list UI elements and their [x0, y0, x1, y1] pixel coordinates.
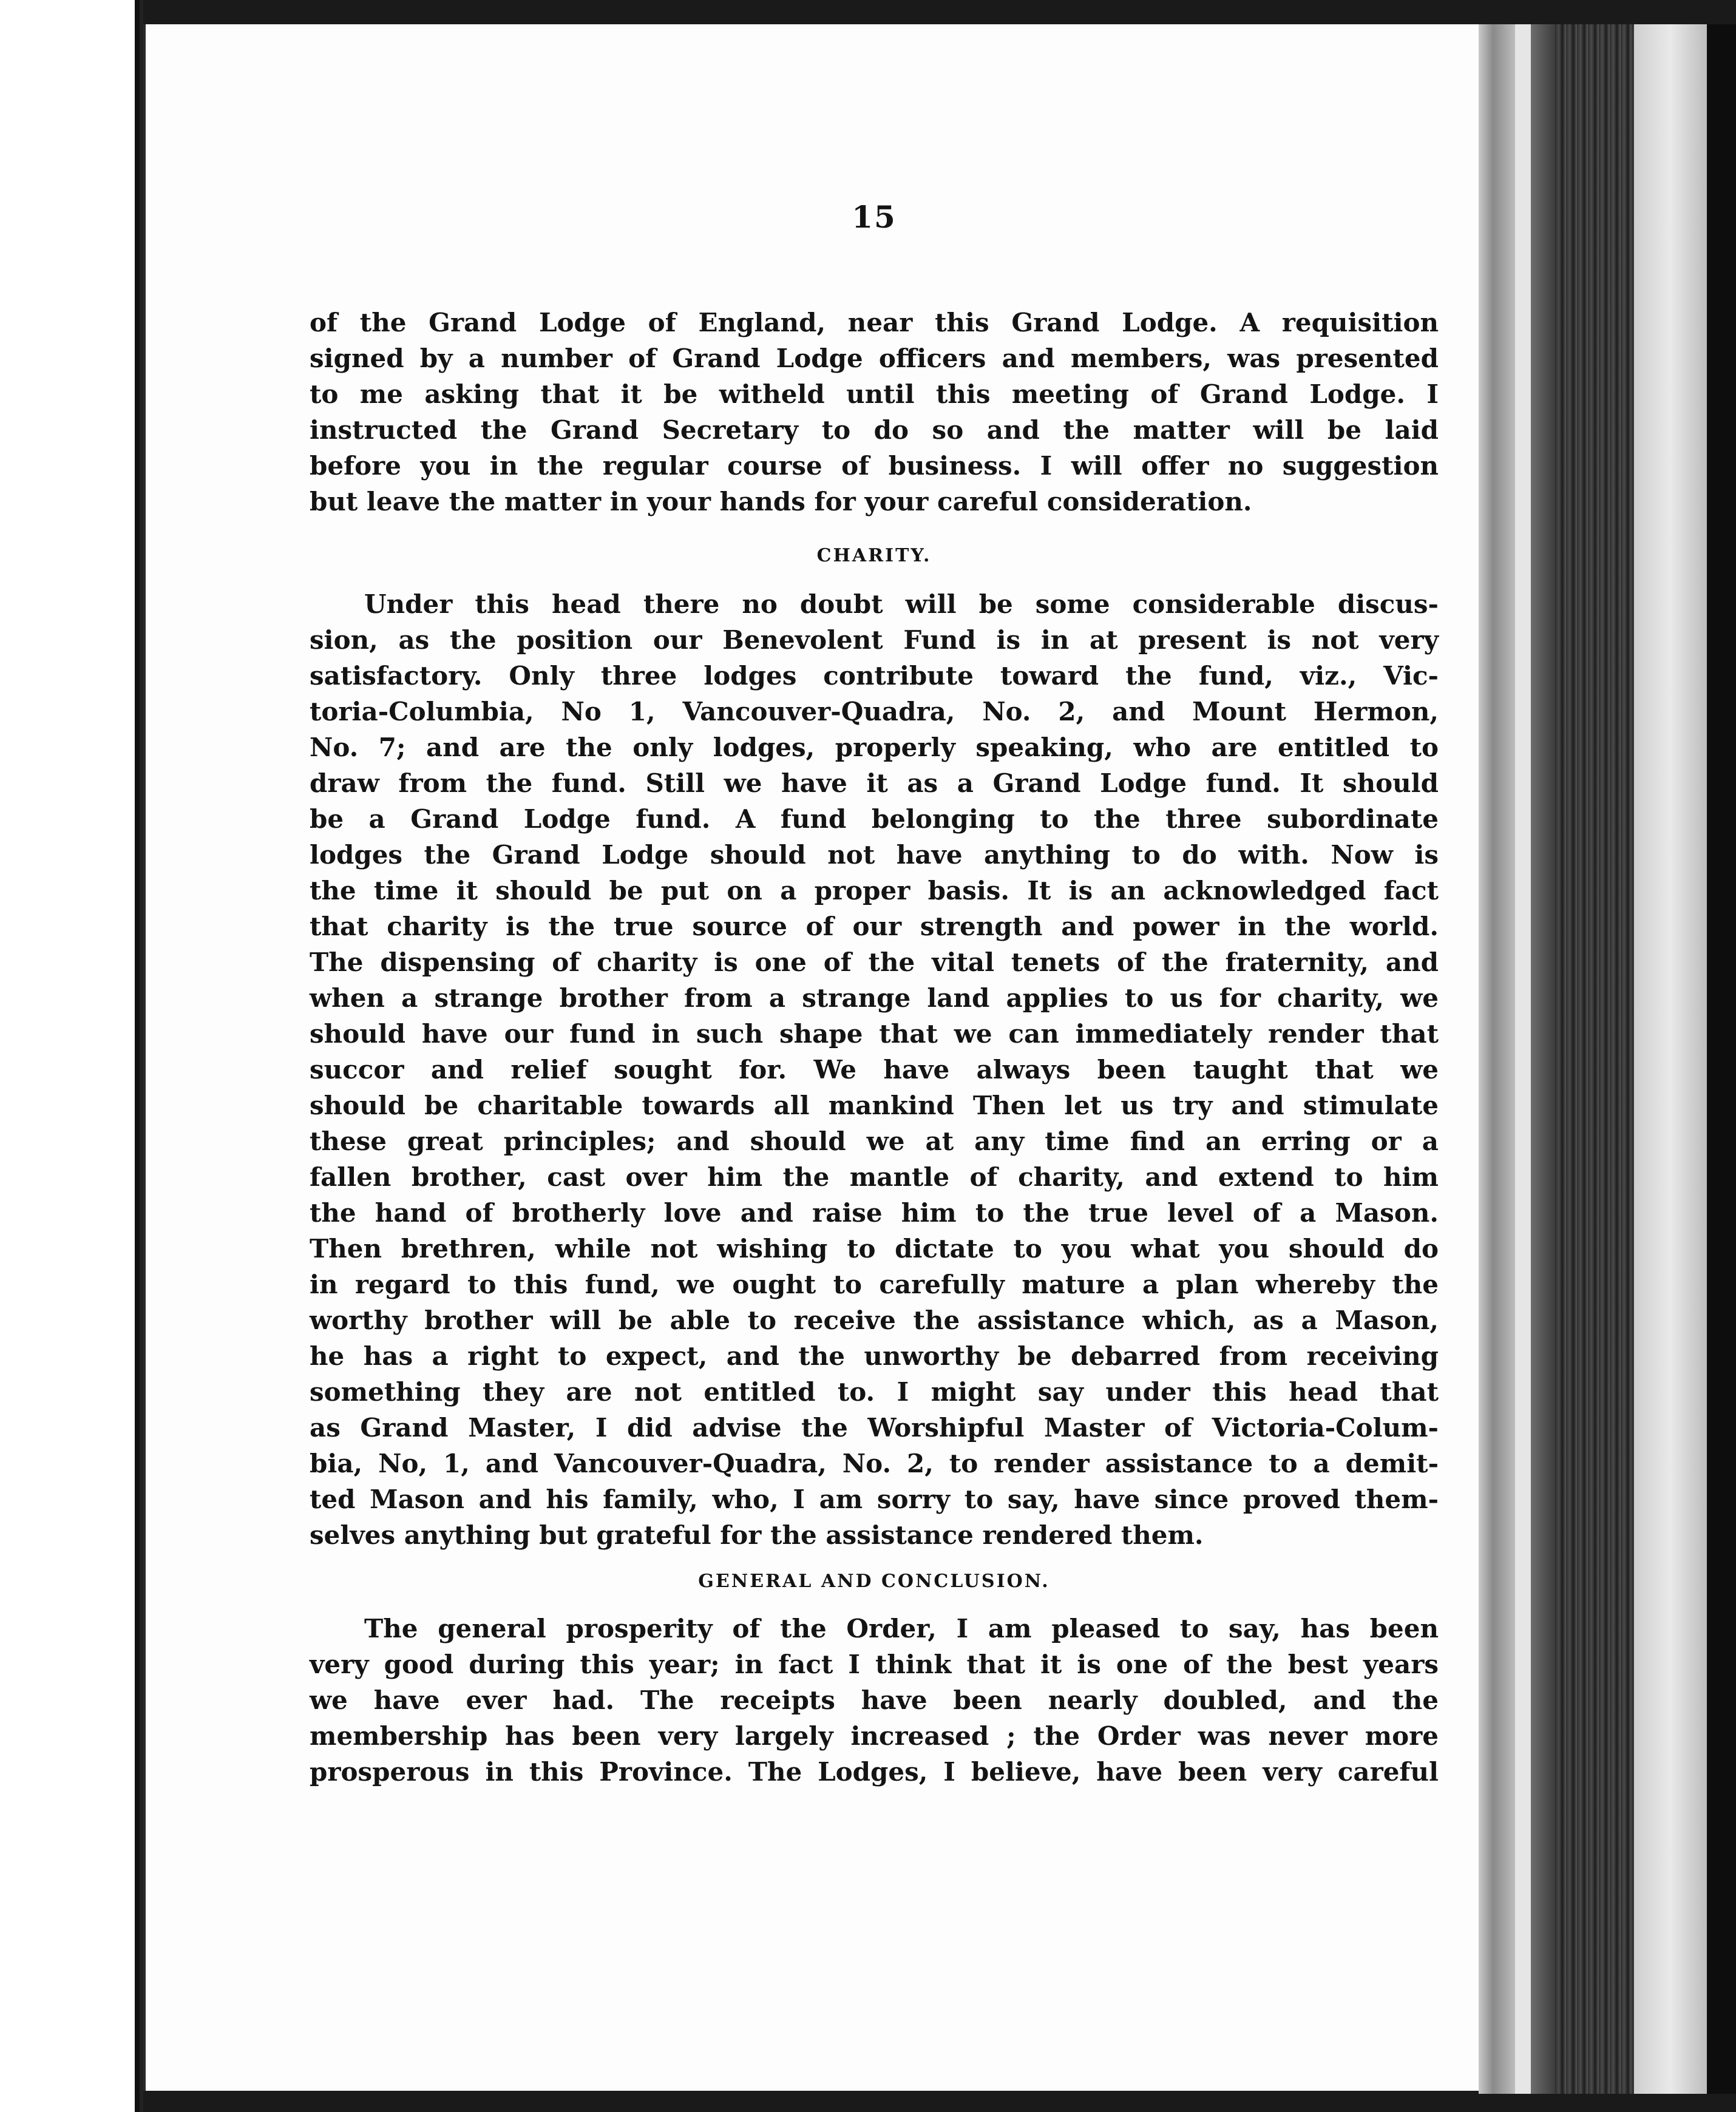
text-line: these great principles; and should we at any time find an erring or a	[310, 1126, 1439, 1156]
charity-heading: CHARITY.	[816, 545, 932, 566]
general-paragraph	[310, 1611, 1439, 1790]
facing-page-edge	[0, 0, 143, 2112]
text-line: ted Mason and his family, who, I am sorry to say, have since proved them-	[310, 1484, 1439, 1514]
general-heading: GENERAL AND CONCLUSION.	[698, 1571, 1050, 1592]
text-line: signed by a number of Grand Lodge officers and members, was presented	[310, 344, 1439, 373]
text-line: worthy brother will be able to receive the assistance which, as a Mason,	[310, 1305, 1439, 1335]
text-line: The dispensing of charity is one of the vital tenets of the fraternity, and	[310, 947, 1439, 977]
text-line: bia, No, 1, and Vancouver-Quadra, No. 2, to render assistance to a demit-	[310, 1449, 1439, 1478]
intro-paragraph	[310, 305, 1439, 520]
text-line: draw from the fund. Still we have it as a Grand Lodge fund. It should	[310, 768, 1439, 798]
gutter-line	[135, 0, 140, 2112]
text-line: The general prosperity of the Order, I am pleased to say, has been	[364, 1614, 1439, 1643]
page-stack-edge	[1634, 24, 1707, 2094]
text-line: Then brethren, while not wishing to dictate to you what you should do	[310, 1234, 1439, 1264]
text-line: the time it should be put on a proper basis. It is an acknowledged fact	[310, 876, 1439, 905]
charity-paragraph	[310, 586, 1439, 1553]
text-line: fallen brother, cast over him the mantle of charity, and extend to him	[310, 1162, 1439, 1192]
text-line: selves anything but grateful for the assistance rendered them.	[310, 1520, 1204, 1550]
text-line: he has a right to expect, and the unworthy be debarred from receiving	[310, 1341, 1439, 1371]
text-line: that charity is the true source of our strength and power in the world.	[310, 912, 1439, 941]
text-line: should have our fund in such shape that we can immediately render that	[310, 1019, 1439, 1049]
page-stack-edge	[1555, 24, 1634, 2094]
page-stack-edge	[1707, 24, 1736, 2094]
text-line: before you in the regular course of business. I will offer no suggestion	[310, 451, 1439, 481]
page-number: 15	[852, 199, 897, 235]
text-line: the hand of brotherly love and raise him to the true level of a Mason.	[310, 1198, 1439, 1228]
text-line: as Grand Master, I did advise the Worshipful Master of Victoria-Colum-	[310, 1413, 1439, 1443]
text-line: sion, as the position our Benevolent Fund is in at present is not very	[310, 625, 1439, 655]
page-stack-edge	[1531, 24, 1555, 2094]
text-line: to me asking that it be witheld until this meeting of Grand Lodge. I	[310, 379, 1439, 409]
text-line: in regard to this fund, we ought to carefully mature a plan whereby the	[310, 1270, 1439, 1299]
text-line: we have ever had. The receipts have been nearly doubled, and the	[310, 1685, 1439, 1715]
text-line: be a Grand Lodge fund. A fund belonging to the three subordinate	[310, 804, 1439, 834]
text-line: but leave the matter in your hands for your careful consideration.	[310, 487, 1252, 516]
text-line: very good during this year; in fact I think that it is one of the best years	[310, 1650, 1439, 1679]
text-line: Under this head there no doubt will be some considerable discus-	[364, 589, 1439, 619]
page-stack-edge	[1479, 24, 1515, 2094]
text-line: membership has been very largely increased ; the Order was never more	[310, 1721, 1439, 1751]
text-line: satisfactory. Only three lodges contribute toward the fund, viz., Vic-	[310, 661, 1439, 691]
page-stack-edge	[1515, 24, 1531, 2094]
text-line: succor and relief sought for. We have always been taught that we	[310, 1055, 1439, 1085]
text-line: of the Grand Lodge of England, near this Grand Lodge. A requisition	[310, 308, 1439, 337]
text-line: instructed the Grand Secretary to do so and the matter will be laid	[310, 415, 1439, 445]
text-line: when a strange brother from a strange land applies to us for charity, we	[310, 983, 1439, 1013]
text-line: No. 7; and are the only lodges, properly speaking, who are entitled to	[310, 733, 1439, 762]
text-line: should be charitable towards all mankind Then let us try and stimulate	[310, 1091, 1439, 1120]
text-line: lodges the Grand Lodge should not have anything to do with. Now is	[310, 840, 1439, 870]
text-line: something they are not entitled to. I might say under this head that	[310, 1377, 1439, 1407]
text-line: prosperous in this Province. The Lodges, I believe, have been very careful	[310, 1757, 1439, 1787]
text-line: toria-Columbia, No 1, Vancouver-Quadra, No. 2, and Mount Hermon,	[310, 697, 1439, 726]
